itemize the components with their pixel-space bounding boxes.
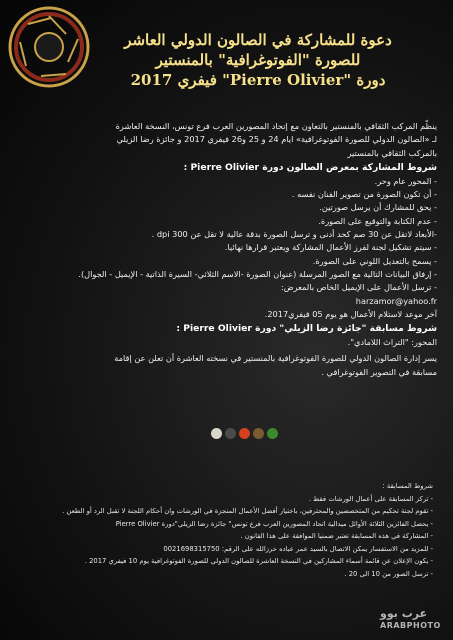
contest-conditions-heading: شروط مسابقة "جائزة رضا الزيلي" دورة Pierre Olivier : [176,323,437,335]
condition-item: - ترسل الأعمال على الإيميل الخاص بالمعرض: [280,282,437,293]
rule-item: - تقوم لجنة تحكيم من المتخصصين والمحترفين، باختيار أفضل الأعمال المنجزة في الورشات وان أحكام اللجنة لا تقبل الرد أو الطعن . [62,507,433,515]
watermark-latin: ARABPHOTO [380,621,441,630]
intro-line: بالمركب الثقافي بالمنستير [347,147,437,158]
title-line-1: دعوة للمشاركة في الصالون الدولي العاشر [124,31,392,49]
condition-item: -الأبعاد لاتقل عن 30 صم كحد أدنى و ترسل الصورة بدقة عالية لا تقل عن dpi 300 . [151,229,437,240]
contest-rules-heading: شروط المسابقة : [382,482,433,490]
condition-item: - إرفاق البيانات التالية مع الصور المرسلة (عنوان الصورة -الاسم الثلاثي- السيرة الذاتية - الإيميل - الجوال). [78,268,437,279]
deadline-line: آخر موعد لاستلام الأعمال هو يوم 05 فيفري2017. [264,308,437,319]
watermark-logo [380,608,441,632]
condition-item: - سيتم تشكيل لجنة لفرز الأعمال المشاركة ويعتبر قرارها نهائيا. [224,242,437,253]
camera-aperture-logo-icon [6,4,92,90]
color-dots-divider [211,428,278,439]
color-dot [253,428,264,439]
condition-item: - يسمح بالتعديل اللوني على الصورة. [312,255,437,266]
intro-line: ينظّم المركب الثقافي بالمنستير بالتعاون مع إتحاد المصورين العرب فرع تونس، النسخة العاشرة [115,121,437,131]
rule-item: - يحصل الفائزين الثلاثة الأوائل ميدالية اتحاد المصورين العرب فرع تونس" جائزة رضا الزيلي"دورة Pierre Olivier [115,519,433,528]
invitation-body [14,120,437,379]
contact-email: harzamor@yahoo.fr [355,295,437,306]
rule-item: - ترسل الصور من 10 الى 20 . [344,569,433,578]
rule-item: - للمزيد من الاستفسار يمكن الاتصال بالسيد عمر عباده حرزالله على الرقم: 0021698315750 [163,544,433,553]
title-line-3: دورة "Pierre Olivier" فيفري 2017 [130,71,386,89]
contest-text-line: مسابقة في التصوير الفوتوغرافي . [321,366,437,377]
title-line-2: للصورة "الفوتوغرافية" بالمنستير [155,51,361,69]
color-dot [211,428,222,439]
condition-item: - عدم الكتابة والتوقيع على الصورة. [318,215,437,226]
color-dot [239,428,250,439]
intro-line: لـ «الصالون الدولي للصورة الفوتوغرافية» ايام 24 و 25 و26 فيفري 2017 و جائزة رضا الزيلي [116,134,437,145]
rule-item: - تركز المسابقة على أعمال الورشات فقط . [308,494,433,503]
contest-rules [22,480,433,580]
condition-item: - المحور عام وحر. [374,175,437,186]
color-dot [225,428,236,439]
rule-item: - يكون الإعلان عن قائمة أسماء المشاركين في النسخة العاشرة للصالون الدولي للصورة الفوتوغرافية يوم 10 فيفري 2017 . [84,557,433,565]
exhibition-conditions-heading: شروط المشاركة بمعرض الصالون دورة Pierre Olivier : [183,161,437,173]
invitation-title [93,30,423,90]
color-dot [267,428,278,439]
condition-item: - أن تكون الصورة من تصوير الفنان نفسه . [291,189,437,200]
watermark-arabic: عرب بوو [380,607,428,620]
contest-text-line: يسر إدارة الصالون الدولي للصورة الفوتوغرافية بالمنستير في نسخته العاشرة أن تعلن عن إقامة [114,353,437,364]
rule-item: - المشاركة في هذه المسابقة تعتبر ضمنيا الموافقة على هذا القانون . [240,532,433,540]
condition-item: - يحق للمشارك أن يرسل صورتين. [319,202,437,213]
contest-axis: المحور: "التراث اللامادي". [347,337,437,348]
